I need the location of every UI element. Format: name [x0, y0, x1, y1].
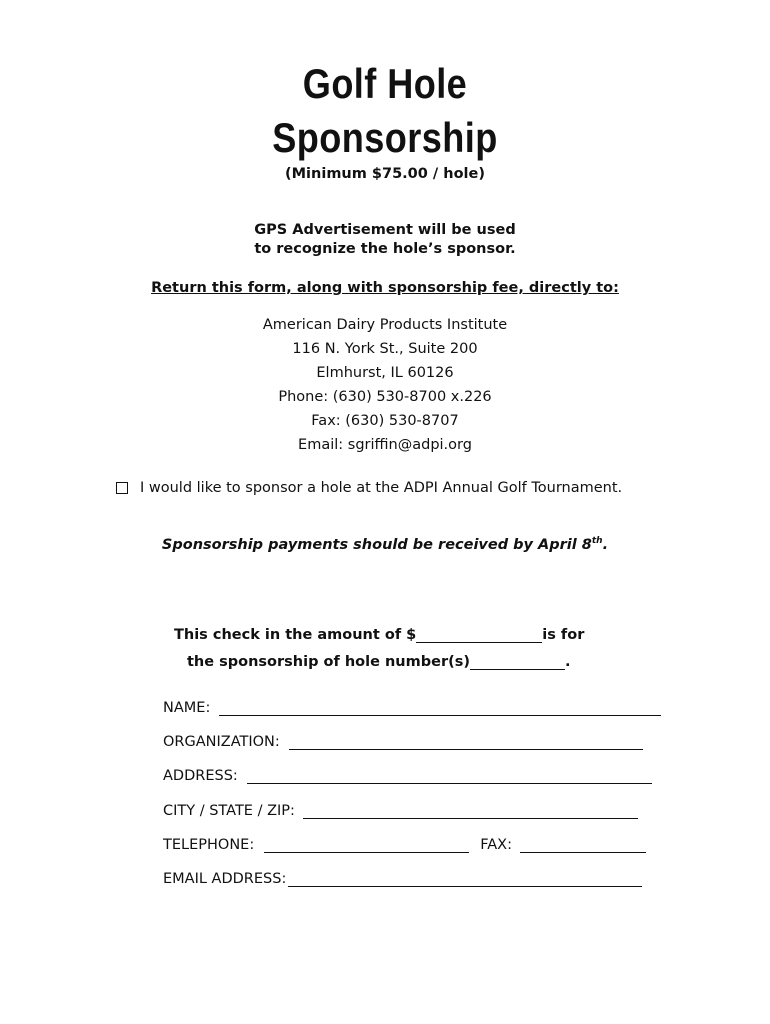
hole-prefix: the sponsorship of hole number(s) [187, 654, 470, 670]
address-email: Email: sgriffin@adpi.org [298, 437, 472, 453]
city-field[interactable] [303, 804, 638, 819]
sponsor-checkbox[interactable] [116, 482, 128, 494]
deadline-end: . [602, 536, 609, 553]
gps-line-1: GPS Advertisement will be used [254, 222, 516, 238]
city-label: CITY / STATE / ZIP: [163, 803, 295, 819]
fax-field[interactable] [520, 838, 646, 853]
check-suffix: is for [542, 627, 585, 643]
address-street: 116 N. York St., Suite 200 [292, 341, 478, 357]
address-org: American Dairy Products Institute [262, 317, 508, 333]
organization-row [163, 734, 643, 750]
gps-line-2: to recognize the hole’s sponsor. [254, 241, 516, 257]
deadline-sup: th [591, 536, 603, 546]
email-row [163, 871, 642, 887]
check-prefix: This check in the amount of $ [174, 627, 417, 643]
organization-field[interactable] [289, 735, 643, 750]
sponsor-checkbox-row[interactable] [116, 480, 622, 496]
telephone-row [163, 837, 646, 853]
organization-label: ORGANIZATION: [163, 734, 280, 750]
address-city: Elmhurst, IL 60126 [316, 365, 454, 381]
city-row [163, 803, 638, 819]
name-row [163, 700, 661, 716]
fax-label: FAX: [480, 837, 512, 853]
telephone-field[interactable] [264, 838, 469, 853]
address-label: ADDRESS: [163, 768, 238, 784]
hole-number-line [187, 654, 571, 670]
minimum-amount: (Minimum $75.00 / hole) [285, 166, 485, 182]
address-phone: Phone: (630) 530-8700 x.226 [278, 389, 492, 405]
title-line-1: Golf Hole [302, 60, 468, 107]
deadline-text: Sponsorship payments should be received by April 8 [161, 536, 592, 553]
address-row [163, 768, 652, 784]
check-amount-field[interactable] [416, 628, 542, 643]
sponsor-checkbox-label: I would like to sponsor a hole at the ADPI Annual Golf Tournament. [140, 480, 623, 496]
name-label: NAME: [163, 700, 211, 716]
telephone-label: TELEPHONE: [163, 837, 255, 853]
hole-number-field[interactable] [470, 655, 565, 670]
address-field[interactable] [247, 769, 652, 784]
title-line-2: Sponsorship [272, 114, 498, 161]
hole-suffix: . [564, 654, 571, 670]
email-label: EMAIL ADDRESS: [163, 871, 287, 887]
return-instruction: Return this form, along with sponsorship fee, directly to: [151, 280, 619, 296]
deadline-note [0, 536, 770, 553]
address-fax: Fax: (630) 530-8707 [311, 413, 459, 429]
name-field[interactable] [219, 701, 661, 716]
check-amount-line [174, 627, 584, 643]
email-field[interactable] [288, 872, 642, 887]
